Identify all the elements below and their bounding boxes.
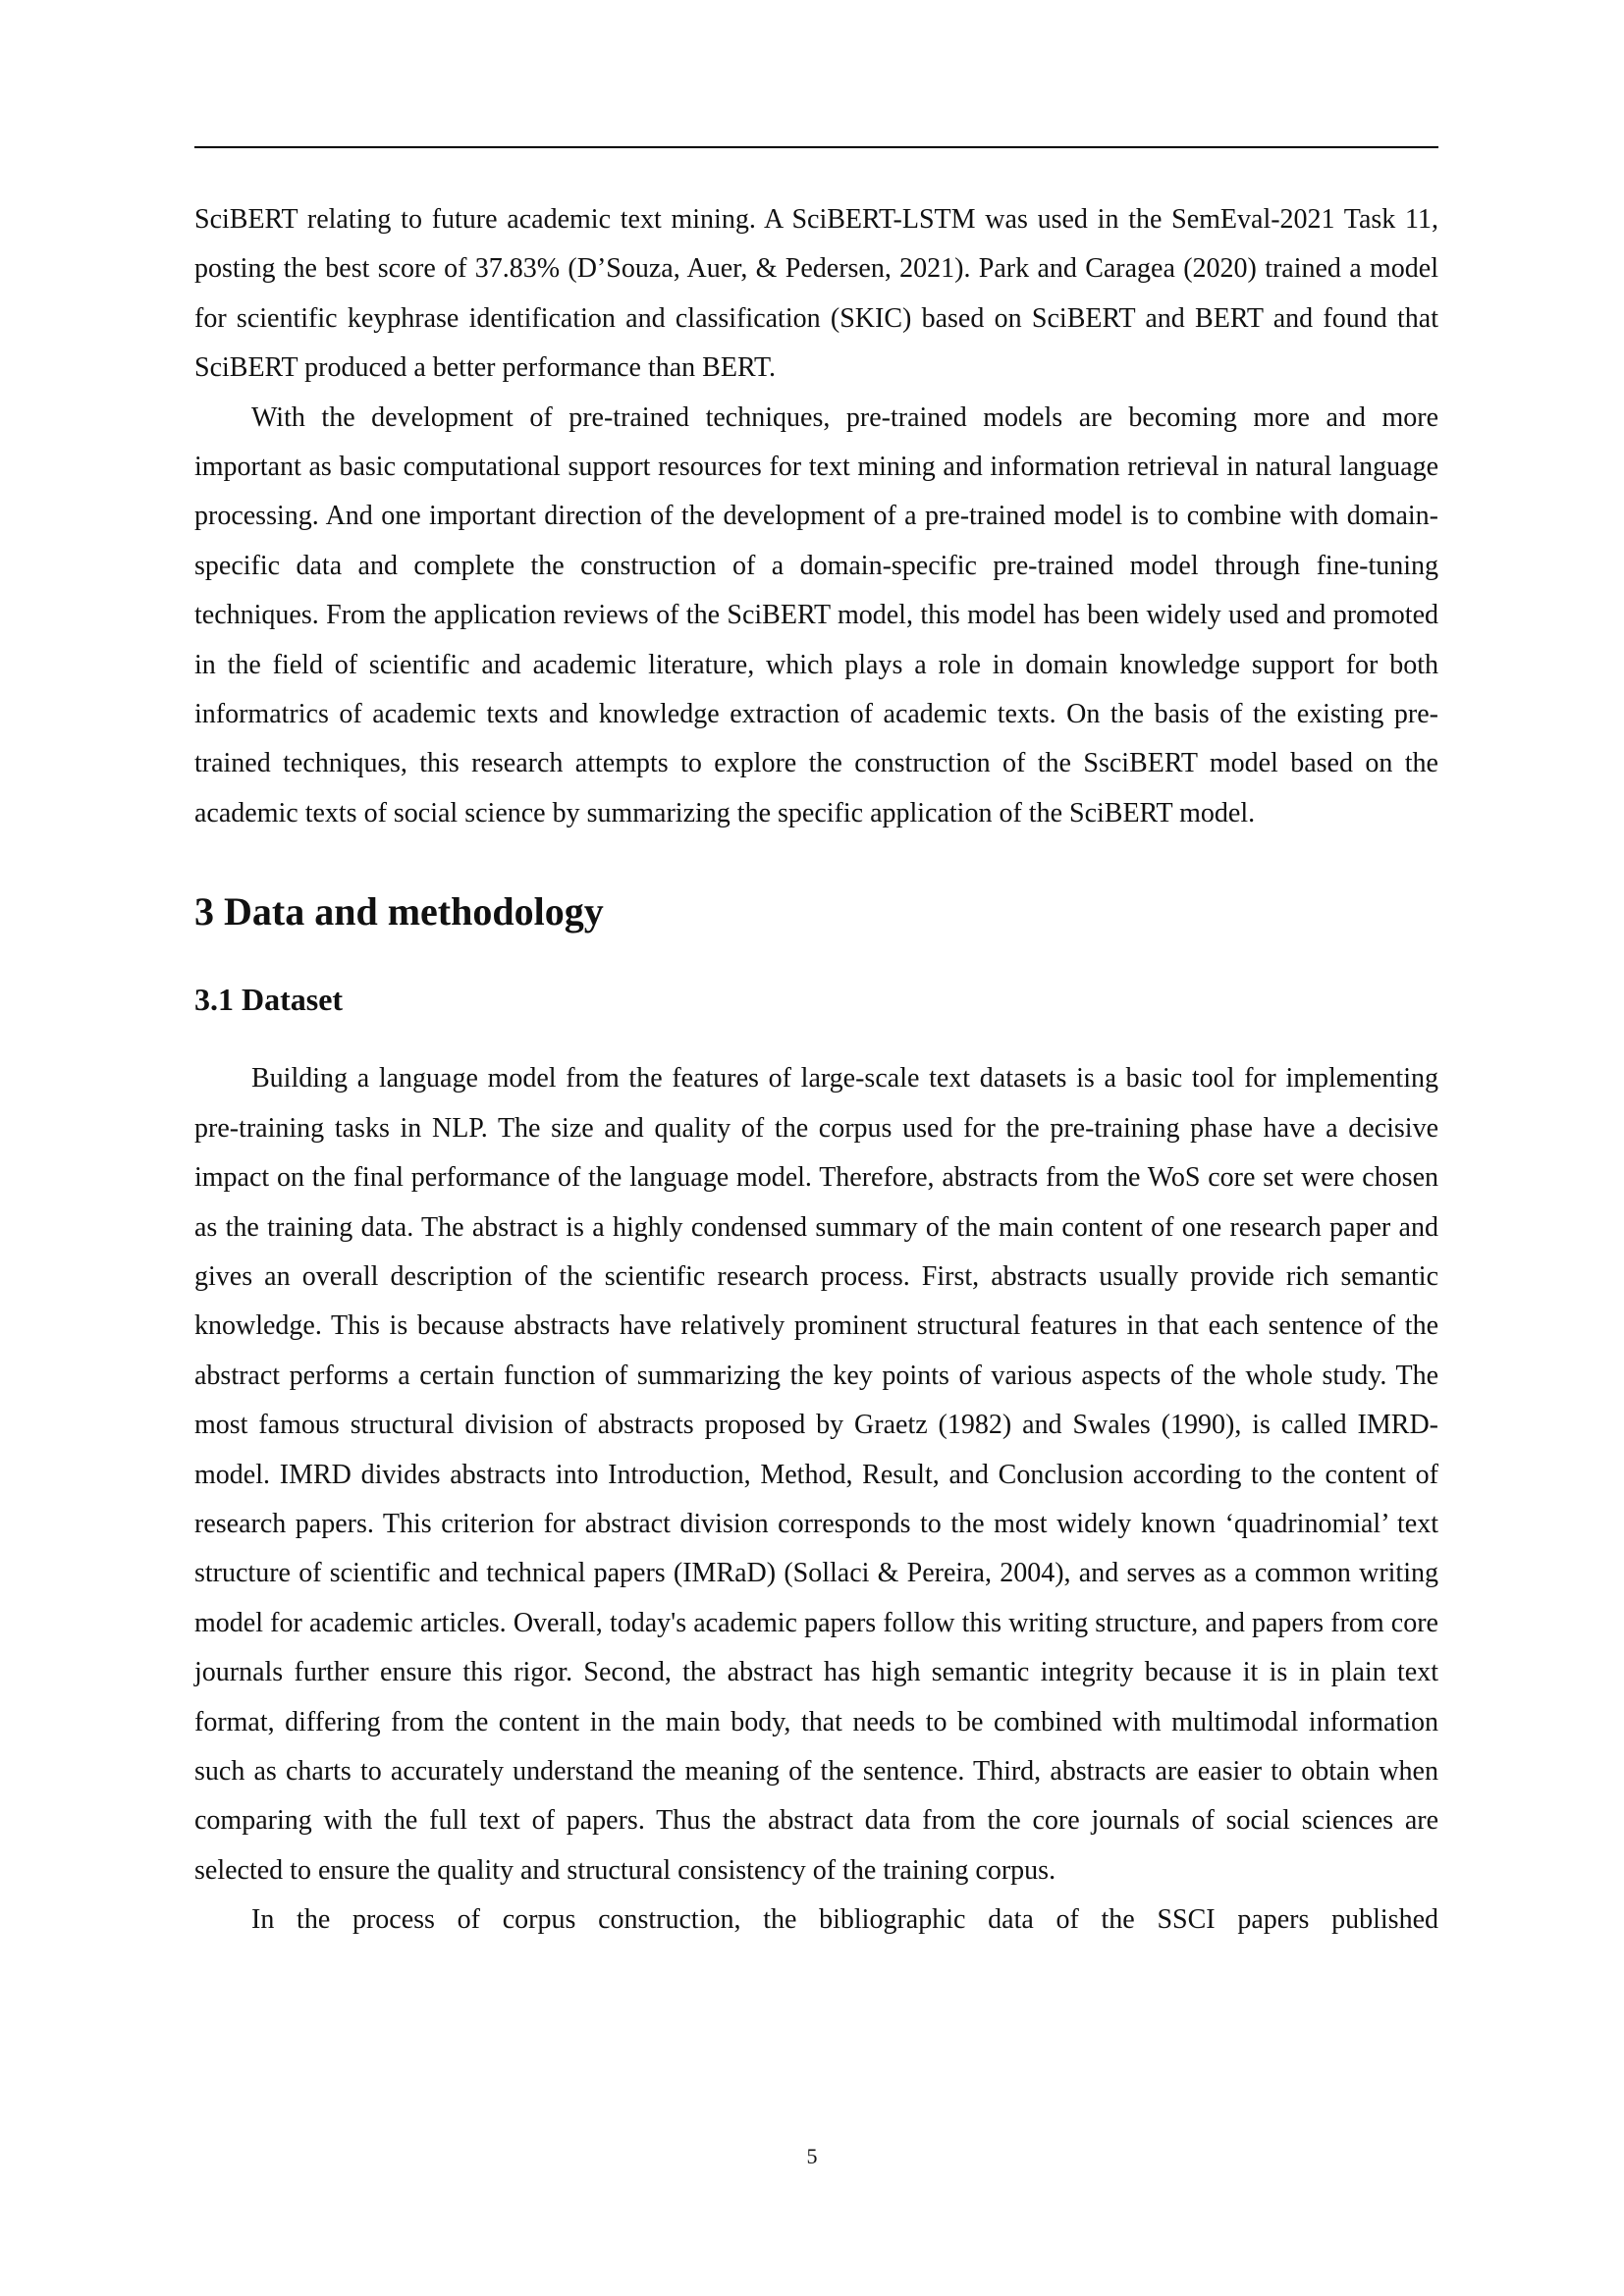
paragraph-scibert-applications: SciBERT relating to future academic text mining. A SciBERT-LSTM was used in the SemEval-2021 Task 11, posting the best score of 37.83% (D’Souza, Auer, & Pedersen, 2021). Park and Caragea (2020) trained a model for scientific keyphrase identification and classification (SKIC) based on SciBERT and BERT and found that SciBERT produced a better performance than BERT. bbox=[194, 204, 1438, 384]
header-rule bbox=[194, 146, 1438, 148]
paragraph-dataset-description: Building a language model from the features of large-scale text datasets is a basic tool for implementing pre-training tasks in NLP. The size and quality of the corpus used for the pre-training phase have a decisive impact on the final performance of the language model. Therefore, abstracts from the WoS core set were chosen as the training data. The abstract is a highly condensed summary of the main content of one research paper and gives an overall description of the scientific research process. First, abstracts usually provide rich semantic knowledge. This is because abstracts have relatively prominent structural features in that each sentence of the abstract performs a certain function of summarizing the key points of various aspects of the whole study. The most famous structural division of abstracts proposed by Graetz (1982) and Swales (1990), is called IMRD-model. IMRD divides abstracts into Introduction, Method, Result, and Conclusion according to the content of research papers. This criterion for abstract division corresponds to the most widely known ‘quadrinomial’ text structure of scientific and technical papers (IMRaD) (Sollaci & Pereira, 2004), and serves as a common writing model for academic articles. Overall, today's academic papers follow this writing structure, and papers from core journals further ensure this rigor. Second, the abstract has high semantic integrity because it is in plain text format, differing from the content in the main body, that needs to be combined with multimodal information such as charts to accurately understand the meaning of the sentence. Third, abstracts are easier to obtain when comparing with the full text of papers. Thus the abstract data from the core journals of social sciences are selected to ensure the quality and structural consistency of the training corpus. bbox=[194, 1063, 1438, 1886]
section-heading: 3 Data and methodology bbox=[194, 889, 604, 934]
paragraph-pretrained-development: With the development of pre-trained techniques, pre-trained models are becoming more and more important as basic computational support resources for text mining and information retrieval in natural language processing. And one important direction of the development of a pre-trained model is to combine with domain-specific data and complete the construction of a domain-specific pre-trained model through fine-tuning techniques. From the application reviews of the SciBERT model, this model has been widely used and promoted in the field of scientific and academic literature, which plays a role in domain knowledge support for both informatrics of academic texts and knowledge extraction of academic texts. On the basis of the existing pre-trained techniques, this research attempts to explore the construction of the SsciBERT model based on the academic texts of social science by summarizing the specific application of the SciBERT model. bbox=[194, 401, 1438, 828]
paragraph-corpus-construction: In the process of corpus construction, the bibliographic data of the SSCI papers published bbox=[251, 1904, 1438, 1936]
page-number: 5 bbox=[806, 2144, 818, 2168]
page-body bbox=[194, 195, 1438, 1946]
subsection-heading: 3.1 Dataset bbox=[194, 982, 344, 1018]
